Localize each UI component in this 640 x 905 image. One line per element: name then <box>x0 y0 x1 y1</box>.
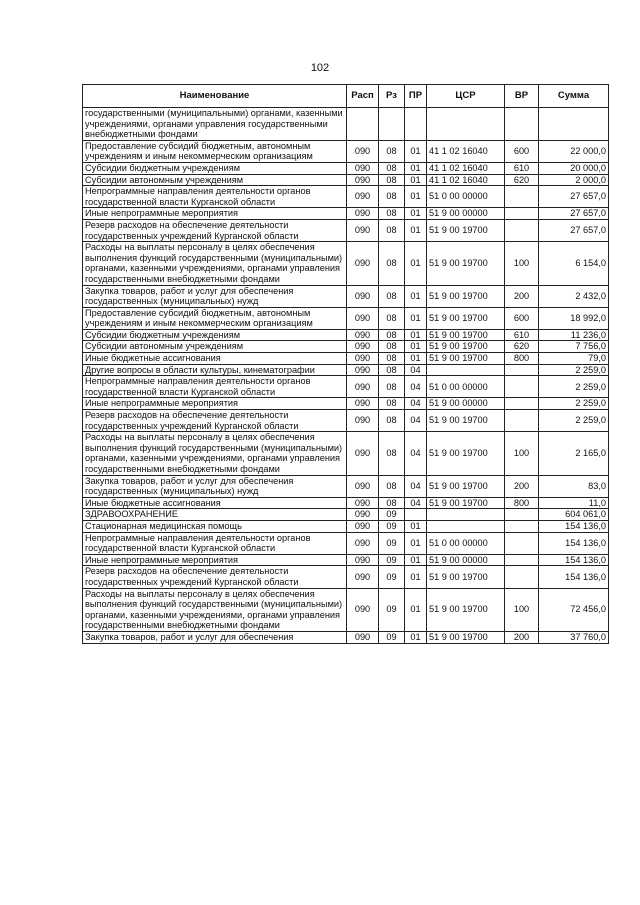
table-row <box>83 588 609 631</box>
cell-rz: 09 <box>379 520 405 532</box>
cell-sum: 27 657,0 <box>539 186 609 208</box>
table-row <box>83 341 609 353</box>
cell-csr: 51 9 00 19700 <box>427 329 505 341</box>
cell-sum: 2 259,0 <box>539 376 609 398</box>
cell-rasp: 090 <box>347 174 379 186</box>
cell-rasp: 090 <box>347 475 379 497</box>
cell-csr: 51 9 00 19700 <box>427 497 505 509</box>
cell-rasp: 090 <box>347 140 379 162</box>
header-name: Наименование <box>83 85 347 108</box>
cell-pr: 04 <box>405 376 427 398</box>
cell-rz <box>379 108 405 141</box>
cell-rasp: 090 <box>347 432 379 475</box>
cell-csr: 51 0 00 00000 <box>427 376 505 398</box>
cell-pr: 04 <box>405 364 427 376</box>
cell-rasp: 090 <box>347 242 379 285</box>
cell-vr <box>505 410 539 432</box>
cell-rz: 08 <box>379 353 405 365</box>
cell-rasp: 090 <box>347 285 379 307</box>
cell-name: Иные бюджетные ассигнования <box>83 497 347 509</box>
table-row <box>83 353 609 365</box>
cell-csr: 51 9 00 19700 <box>427 219 505 241</box>
cell-pr: 01 <box>405 588 427 631</box>
cell-csr: 41 1 02 16040 <box>427 174 505 186</box>
cell-pr: 01 <box>405 162 427 174</box>
cell-sum: 72 456,0 <box>539 588 609 631</box>
cell-name: Иные непрограммные мероприятия <box>83 398 347 410</box>
cell-name: Закупка товаров, работ и услуг для обеспечения государственных (муниципальных) нужд <box>83 285 347 307</box>
cell-name: Непрограммные направления деятельности органов государственной власти Курганской области <box>83 532 347 554</box>
cell-rz: 08 <box>379 410 405 432</box>
cell-rz: 08 <box>379 398 405 410</box>
cell-vr <box>505 364 539 376</box>
cell-rz: 08 <box>379 285 405 307</box>
cell-name: Субсидии автономным учреждениям <box>83 174 347 186</box>
cell-vr <box>505 520 539 532</box>
cell-rz: 08 <box>379 329 405 341</box>
cell-sum: 7 756,0 <box>539 341 609 353</box>
cell-sum: 83,0 <box>539 475 609 497</box>
cell-csr: 51 9 00 19700 <box>427 432 505 475</box>
cell-name: Резерв расходов на обеспечение деятельности государственных учреждений Курганской области <box>83 566 347 588</box>
cell-csr: 51 9 00 19700 <box>427 410 505 432</box>
cell-vr: 610 <box>505 162 539 174</box>
cell-rz: 09 <box>379 509 405 521</box>
cell-pr <box>405 108 427 141</box>
cell-rasp: 090 <box>347 341 379 353</box>
cell-name: Резерв расходов на обеспечение деятельности государственных учреждений Курганской области <box>83 410 347 432</box>
cell-rasp: 090 <box>347 410 379 432</box>
header-rasp: Расп <box>347 85 379 108</box>
cell-sum: 27 657,0 <box>539 208 609 220</box>
cell-vr: 800 <box>505 353 539 365</box>
cell-name: Субсидии автономным учреждениям <box>83 341 347 353</box>
cell-name: Резерв расходов на обеспечение деятельности государственных учреждений Курганской области <box>83 219 347 241</box>
cell-vr: 620 <box>505 174 539 186</box>
cell-pr: 01 <box>405 554 427 566</box>
cell-csr <box>427 520 505 532</box>
cell-vr: 100 <box>505 242 539 285</box>
cell-vr: 800 <box>505 497 539 509</box>
cell-name: Иные непрограммные мероприятия <box>83 208 347 220</box>
cell-csr: 51 9 00 19700 <box>427 566 505 588</box>
cell-sum: 154 136,0 <box>539 554 609 566</box>
cell-vr <box>505 398 539 410</box>
cell-pr: 01 <box>405 242 427 285</box>
table-row <box>83 631 609 643</box>
cell-name: Расходы на выплаты персоналу в целях обеспечения выполнения функций государственными (муниципальными) органами, казенными учреждениями, органами управления государственными внебюджетными фондами <box>83 432 347 475</box>
cell-csr: 51 9 00 19700 <box>427 307 505 329</box>
cell-csr: 51 9 00 00000 <box>427 398 505 410</box>
cell-vr <box>505 509 539 521</box>
cell-csr: 41 1 02 16040 <box>427 140 505 162</box>
cell-csr: 51 9 00 19700 <box>427 588 505 631</box>
cell-rz: 08 <box>379 432 405 475</box>
cell-rasp: 090 <box>347 520 379 532</box>
cell-rasp: 090 <box>347 329 379 341</box>
cell-name: Другие вопросы в области культуры, кинематографии <box>83 364 347 376</box>
table-row <box>83 140 609 162</box>
cell-sum: 20 000,0 <box>539 162 609 174</box>
table-row <box>83 566 609 588</box>
cell-rasp: 090 <box>347 497 379 509</box>
cell-vr: 610 <box>505 329 539 341</box>
header-pr: ПР <box>405 85 427 108</box>
cell-vr: 600 <box>505 140 539 162</box>
cell-rz: 08 <box>379 307 405 329</box>
cell-name: Предоставление субсидий бюджетным, автономным учреждениям и иным некоммерческим организациям <box>83 140 347 162</box>
cell-sum: 11,0 <box>539 497 609 509</box>
cell-rz: 08 <box>379 186 405 208</box>
table-body <box>83 108 609 644</box>
cell-csr: 51 9 00 19700 <box>427 353 505 365</box>
cell-rz: 08 <box>379 475 405 497</box>
cell-csr <box>427 364 505 376</box>
cell-name: Предоставление субсидий бюджетным, автономным учреждениям и иным некоммерческим организациям <box>83 307 347 329</box>
cell-csr <box>427 108 505 141</box>
cell-sum: 2 259,0 <box>539 410 609 432</box>
cell-name: Иные непрограммные мероприятия <box>83 554 347 566</box>
cell-name: Субсидии бюджетным учреждениям <box>83 329 347 341</box>
cell-vr <box>505 566 539 588</box>
cell-sum: 2 000,0 <box>539 174 609 186</box>
header-sum: Сумма <box>539 85 609 108</box>
cell-sum: 2 259,0 <box>539 398 609 410</box>
cell-rz: 09 <box>379 588 405 631</box>
cell-vr: 200 <box>505 631 539 643</box>
cell-pr: 04 <box>405 497 427 509</box>
table-row <box>83 509 609 521</box>
cell-pr: 01 <box>405 219 427 241</box>
cell-name: Стационарная медицинская помощь <box>83 520 347 532</box>
cell-sum: 2 165,0 <box>539 432 609 475</box>
cell-csr: 41 1 02 16040 <box>427 162 505 174</box>
cell-name: Субсидии бюджетным учреждениям <box>83 162 347 174</box>
cell-rasp: 090 <box>347 398 379 410</box>
cell-sum: 604 061,0 <box>539 509 609 521</box>
cell-pr: 04 <box>405 398 427 410</box>
cell-sum: 2 259,0 <box>539 364 609 376</box>
table-row <box>83 208 609 220</box>
cell-rasp: 090 <box>347 307 379 329</box>
cell-pr: 01 <box>405 566 427 588</box>
cell-vr: 100 <box>505 432 539 475</box>
header-row <box>83 85 609 108</box>
cell-pr: 01 <box>405 341 427 353</box>
table-row <box>83 497 609 509</box>
cell-pr: 01 <box>405 174 427 186</box>
cell-csr: 51 9 00 00000 <box>427 554 505 566</box>
cell-rasp: 090 <box>347 353 379 365</box>
table-row <box>83 475 609 497</box>
cell-csr: 51 9 00 19700 <box>427 242 505 285</box>
cell-rz: 08 <box>379 162 405 174</box>
cell-rasp: 090 <box>347 162 379 174</box>
table-row <box>83 219 609 241</box>
table-row <box>83 162 609 174</box>
cell-rasp <box>347 108 379 141</box>
cell-rz: 08 <box>379 242 405 285</box>
cell-pr: 01 <box>405 532 427 554</box>
cell-rasp: 090 <box>347 219 379 241</box>
cell-vr: 200 <box>505 285 539 307</box>
table-row <box>83 364 609 376</box>
cell-rz: 09 <box>379 566 405 588</box>
cell-rasp: 090 <box>347 631 379 643</box>
cell-pr: 04 <box>405 475 427 497</box>
cell-rasp: 090 <box>347 364 379 376</box>
table-row <box>83 398 609 410</box>
cell-sum: 18 992,0 <box>539 307 609 329</box>
cell-pr: 01 <box>405 353 427 365</box>
cell-sum: 22 000,0 <box>539 140 609 162</box>
cell-pr: 04 <box>405 432 427 475</box>
cell-pr: 01 <box>405 307 427 329</box>
budget-table <box>82 84 609 644</box>
cell-name: Расходы на выплаты персоналу в целях обеспечения выполнения функций государственными (муниципальными) органами, казенными учреждениями, органами управления государственными внебюджетными фондами <box>83 588 347 631</box>
cell-csr: 51 0 00 00000 <box>427 532 505 554</box>
table-row <box>83 108 609 141</box>
cell-rz: 08 <box>379 208 405 220</box>
cell-rz: 09 <box>379 554 405 566</box>
cell-rz: 08 <box>379 497 405 509</box>
cell-sum: 154 136,0 <box>539 566 609 588</box>
table-row <box>83 242 609 285</box>
cell-pr: 01 <box>405 186 427 208</box>
cell-rasp: 090 <box>347 566 379 588</box>
page-number: 102 <box>310 62 330 74</box>
cell-name: ЗДРАВООХРАНЕНИЕ <box>83 509 347 521</box>
cell-pr: 04 <box>405 410 427 432</box>
cell-csr: 51 0 00 00000 <box>427 186 505 208</box>
cell-rz: 08 <box>379 174 405 186</box>
cell-vr <box>505 186 539 208</box>
table-row <box>83 520 609 532</box>
cell-sum: 6 154,0 <box>539 242 609 285</box>
cell-rasp: 090 <box>347 554 379 566</box>
cell-name: Закупка товаров, работ и услуг для обеспечения государственных (муниципальных) нужд <box>83 475 347 497</box>
cell-sum: 37 760,0 <box>539 631 609 643</box>
cell-sum <box>539 108 609 141</box>
cell-pr: 01 <box>405 140 427 162</box>
cell-name: Иные бюджетные ассигнования <box>83 353 347 365</box>
cell-sum: 154 136,0 <box>539 532 609 554</box>
cell-sum: 154 136,0 <box>539 520 609 532</box>
cell-rz: 08 <box>379 364 405 376</box>
cell-sum: 2 432,0 <box>539 285 609 307</box>
cell-sum: 79,0 <box>539 353 609 365</box>
cell-csr: 51 9 00 00000 <box>427 208 505 220</box>
cell-rasp: 090 <box>347 376 379 398</box>
cell-csr: 51 9 00 19700 <box>427 285 505 307</box>
cell-name: Непрограммные направления деятельности органов государственной власти Курганской области <box>83 186 347 208</box>
cell-sum: 11 236,0 <box>539 329 609 341</box>
header-rz: Рз <box>379 85 405 108</box>
cell-rz: 08 <box>379 219 405 241</box>
cell-pr: 01 <box>405 285 427 307</box>
cell-pr: 01 <box>405 520 427 532</box>
table-row <box>83 307 609 329</box>
cell-vr <box>505 376 539 398</box>
cell-rz: 08 <box>379 140 405 162</box>
table-row <box>83 532 609 554</box>
cell-rz: 08 <box>379 376 405 398</box>
table-row <box>83 410 609 432</box>
cell-rasp: 090 <box>347 588 379 631</box>
cell-csr: 51 9 00 19700 <box>427 475 505 497</box>
cell-csr: 51 9 00 19700 <box>427 631 505 643</box>
cell-pr: 01 <box>405 208 427 220</box>
cell-name: государственными (муниципальными) органами, казенными учреждениями, органами управления государственными внебюджетными фондами <box>83 108 347 141</box>
table-row <box>83 174 609 186</box>
cell-pr: 01 <box>405 631 427 643</box>
table-row <box>83 285 609 307</box>
cell-pr <box>405 509 427 521</box>
cell-vr <box>505 208 539 220</box>
table-row <box>83 186 609 208</box>
table-row <box>83 554 609 566</box>
cell-sum: 27 657,0 <box>539 219 609 241</box>
cell-csr <box>427 509 505 521</box>
cell-rz: 09 <box>379 631 405 643</box>
cell-csr: 51 9 00 19700 <box>427 341 505 353</box>
table-row <box>83 376 609 398</box>
cell-vr <box>505 108 539 141</box>
cell-vr <box>505 219 539 241</box>
cell-rz: 09 <box>379 532 405 554</box>
cell-vr <box>505 554 539 566</box>
header-vr: ВР <box>505 85 539 108</box>
cell-vr: 100 <box>505 588 539 631</box>
cell-vr: 620 <box>505 341 539 353</box>
cell-vr <box>505 532 539 554</box>
cell-vr: 600 <box>505 307 539 329</box>
cell-rasp: 090 <box>347 509 379 521</box>
cell-rasp: 090 <box>347 208 379 220</box>
cell-rasp: 090 <box>347 186 379 208</box>
cell-rasp: 090 <box>347 532 379 554</box>
cell-pr: 01 <box>405 329 427 341</box>
cell-name: Непрограммные направления деятельности органов государственной власти Курганской области <box>83 376 347 398</box>
cell-name: Закупка товаров, работ и услуг для обеспечения <box>83 631 347 643</box>
cell-rz: 08 <box>379 341 405 353</box>
cell-vr: 200 <box>505 475 539 497</box>
cell-name: Расходы на выплаты персоналу в целях обеспечения выполнения функций государственными (муниципальными) органами, казенными учреждениями, органами управления государственными внебюджетными фондами <box>83 242 347 285</box>
table-row <box>83 329 609 341</box>
table-row <box>83 432 609 475</box>
header-csr: ЦСР <box>427 85 505 108</box>
